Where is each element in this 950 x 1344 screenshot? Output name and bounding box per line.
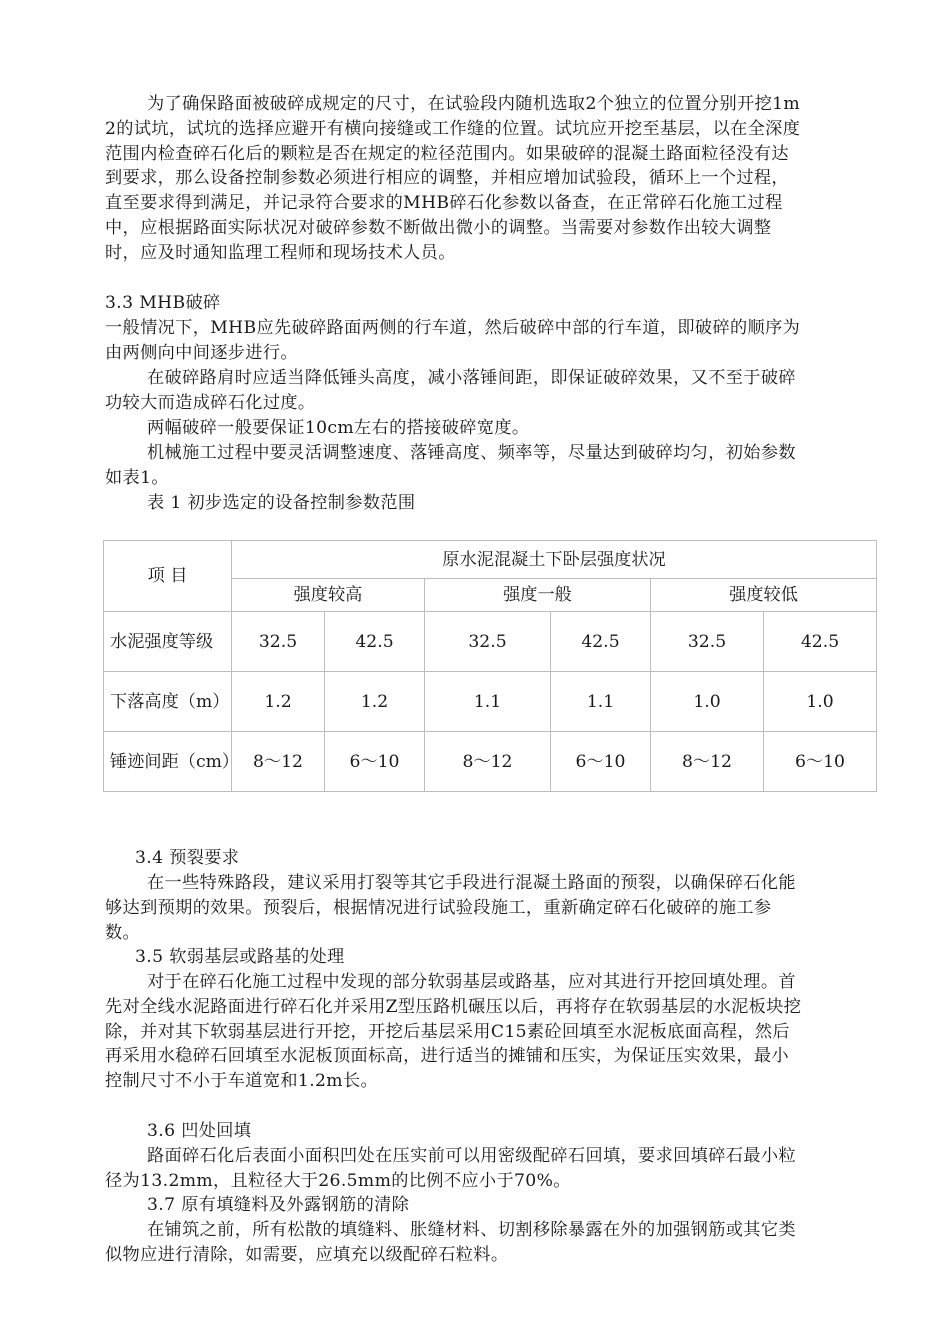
section-heading-3-3: 3.3 MHB破碎: [105, 293, 221, 313]
table-cell: 42.5: [551, 612, 651, 672]
paragraph-joint-cleaning: 在铺筑之前，所有松散的填缝料、胀缝材料、切割移除暴露在外的加强钢筋或其它类似物应进行清除，如需要，应填充以级配碎石粒料。: [105, 1220, 796, 1265]
table-cell: 32.5: [232, 612, 325, 672]
table-cell: 8～12: [425, 732, 551, 792]
table-row: [104, 732, 877, 792]
table-header-item: 项 目: [104, 541, 232, 612]
table-cell: 8～12: [651, 732, 764, 792]
paragraph-machine-params: 机械施工过程中要灵活调整速度、落锤高度、频率等，尽量达到破碎均匀，初始参数如表1。: [105, 443, 796, 488]
table-cell: 1.2: [325, 672, 425, 732]
section-heading-3-5: 3.5 软弱基层或路基的处理: [135, 947, 345, 967]
row-label-hammer-spacing: 锤迹间距（cm）: [104, 732, 232, 792]
paragraph-depression-fill: 路面碎石化后表面小面积凹处在压实前可以用密级配碎石回填，要求回填碎石最小粒径为13.2mm，且粒径大于26.5mm的比例不应小于70%。: [105, 1146, 796, 1191]
table-cell: 6～10: [764, 732, 877, 792]
control-parameter-table: [103, 540, 877, 792]
table-header-strength-medium: 强度一般: [425, 579, 651, 612]
table-cell: 1.1: [425, 672, 551, 732]
paragraph-shoulder-breaking: 在破碎路肩时应适当降低锤头高度，减小落锤间距，即保证破碎效果，又不至于破碎功较大而造成碎石化过度。: [105, 368, 796, 413]
section-heading-3-4: 3.4 预裂要求: [135, 848, 240, 868]
table-cell: 42.5: [764, 612, 877, 672]
table-cell: 6～10: [325, 732, 425, 792]
row-label-drop-height: 下落高度（m）: [104, 672, 232, 732]
paragraph-overlap-width: 两幅破碎一般要保证10cm左右的搭接破碎宽度。: [147, 418, 530, 438]
paragraph-breaking-order: 一般情况下，MHB应先破碎路面两侧的行车道，然后破碎中部的行车道，即破碎的顺序为由两侧向中间逐步进行。: [105, 318, 801, 363]
table-cell: 1.1: [551, 672, 651, 732]
table-cell: 1.0: [651, 672, 764, 732]
row-label-cement-grade: 水泥强度等级: [104, 612, 232, 672]
table-cell: 32.5: [425, 612, 551, 672]
table-header-strength-low: 强度较低: [651, 579, 877, 612]
table-row: [104, 612, 877, 672]
paragraph-weak-base: 对于在碎石化施工过程中发现的部分软弱基层或路基，应对其进行开挖回填处理。首先对全线水泥路面进行碎石化并采用Z型压路机碾压以后，再将存在软弱基层的水泥板块挖除，并对其下软弱基层进行开挖，开挖后基层采用C15素砼回填至水泥板底面高程，然后再采用水稳碎石回填至水泥板顶面标高，进行适当的摊铺和压实，为保证压实效果，最小控制尺寸不小于车道宽和1.2m长。: [105, 972, 802, 1092]
table-cell: 42.5: [325, 612, 425, 672]
section-heading-3-6: 3.6 凹处回填: [147, 1121, 252, 1141]
table-header-strength-high: 强度较高: [232, 579, 425, 612]
paragraph-pre-cracking: 在一些特殊路段，建议采用打裂等其它手段进行混凝土路面的预裂，以确保碎石化能够达到预期的效果。预裂后，根据情况进行试验段施工，重新确定碎石化破碎的施工参数。: [105, 873, 796, 943]
paragraph-trial-pit: 为了确保路面被破碎成规定的尺寸，在试验段内随机选取2个独立的位置分别开挖1m2的试坑，试坑的选择应避开有横向接缝或工作缝的位置。试坑应开挖至基层，以在全深度范围内检查碎石化后的颗粒是否在规定的粒径范围内。如果破碎的混凝土路面粒径没有达到要求，那么设备控制参数必须进行相应的调整，并相应增加试验段，循环上一个过程，直至要求得到满足，并记录符合要求的MHB碎石化参数以备查，在正常碎石化施工过程中，应根据路面实际状况对破碎参数不断做出微小的调整。当需要对参数作出较大调整时，应及时通知监理工程师和现场技术人员。: [105, 94, 801, 263]
table-cell: 1.0: [764, 672, 877, 732]
section-heading-3-7: 3.7 原有填缝料及外露钢筋的清除: [147, 1195, 410, 1215]
table-cell: 6～10: [551, 732, 651, 792]
table-header-group: 原水泥混凝土下卧层强度状况: [232, 541, 877, 579]
table-cell: 8～12: [232, 732, 325, 792]
table-caption: 表 1 初步选定的设备控制参数范围: [147, 493, 416, 513]
table-cell: 32.5: [651, 612, 764, 672]
table-cell: 1.2: [232, 672, 325, 732]
table-row: [104, 672, 877, 732]
